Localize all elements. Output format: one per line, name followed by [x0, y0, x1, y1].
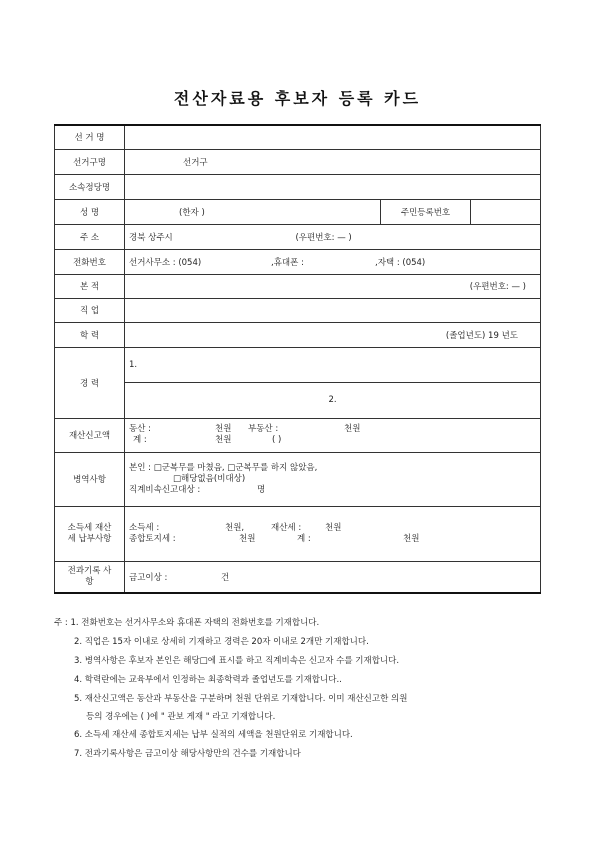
tax-land: 종합토지세 : — [129, 533, 176, 544]
phone-mobile: ,휴대폰 : — [271, 257, 304, 268]
assets-movable: 동산 : — [129, 424, 151, 434]
note-4: 4. 학력란에는 교육부에서 인정하는 최종학력과 졸업년도를 기재합니다.. — [74, 675, 342, 685]
phone-field[interactable] — [125, 249, 541, 274]
origin-field[interactable] — [125, 274, 541, 298]
tax-won-4: 천원 — [403, 533, 420, 544]
constituency-field[interactable] — [125, 149, 541, 174]
phone-label: 전화번호 — [55, 249, 125, 274]
origin-postal: (우편번호: — ) — [469, 282, 526, 292]
name-field[interactable] — [125, 199, 381, 224]
election-name-field[interactable] — [125, 125, 541, 149]
tax-property: 재산세 : — [271, 522, 302, 533]
military-line-2: □해당없음(비대상) — [173, 473, 246, 484]
name-hanja: (한자 ) — [179, 207, 205, 218]
note-1: 주 : 1. 전화번호는 선거사무소와 휴대폰 자택의 전화번호를 기재합니다. — [54, 618, 320, 628]
tax-won-3: 천원 — [239, 533, 256, 544]
phone-office: 선거사무소 : (054) — [129, 257, 202, 268]
resident-no-field[interactable] — [471, 199, 541, 224]
note-5-continued: 등의 경우에는 ( )에 " 관보 게재 " 라고 기재합니다. — [86, 712, 276, 722]
origin-label: 본 적 — [55, 274, 125, 298]
assets-label: 재산신고액 — [55, 418, 125, 452]
assets-paren: ( ) — [272, 435, 282, 445]
constituency-value: 선거구 — [183, 157, 208, 168]
career-1: 1. — [129, 359, 138, 370]
assets-realestate: 부동산 : — [248, 424, 279, 434]
job-label: 직 업 — [55, 298, 125, 322]
education-grad-year: (졸업년도) 19 년도 — [445, 330, 518, 341]
military-field[interactable] — [125, 452, 541, 506]
military-line-1: 본인 : □군복무를 마쳤음, □군복무를 하지 않았음, — [129, 462, 318, 473]
career-field-2[interactable] — [125, 382, 541, 418]
constituency-label: 선거구명 — [55, 149, 125, 174]
record-field[interactable] — [125, 561, 541, 593]
tax-total: 계 : — [297, 533, 311, 544]
registration-form-table — [54, 124, 541, 594]
military-unit: 명 — [257, 484, 266, 495]
career-label: 경 력 — [55, 347, 125, 418]
tax-income: 소득세 : — [129, 522, 160, 533]
assets-total: 계 : — [133, 435, 147, 445]
assets-field[interactable] — [125, 418, 541, 452]
note-7: 7. 전과기록사항은 금고이상 해당사항만의 건수를 기재합니다 — [74, 749, 301, 759]
page-title: 전산자료용 후보자 등록 카드 — [173, 89, 422, 108]
party-label: 소속정당명 — [55, 174, 125, 199]
record-value: 금고이상 : — [129, 572, 168, 583]
address-field[interactable] — [125, 224, 541, 249]
education-label: 학 력 — [55, 322, 125, 347]
tax-field[interactable] — [125, 506, 541, 561]
job-field[interactable] — [125, 298, 541, 322]
address-label: 주 소 — [55, 224, 125, 249]
tax-won-1: 천원, — [225, 522, 245, 533]
note-5: 5. 재산신고액은 동산과 부동산을 구분하며 천원 단위로 기재합니다. 이미 재산신고한 의원 — [74, 694, 408, 704]
party-field[interactable] — [125, 174, 541, 199]
record-unit: 건 — [221, 572, 230, 583]
note-2: 2. 직업은 15자 이내로 상세히 기재하고 경력은 20자 이내로 2개만 기재합니다. — [74, 637, 369, 647]
tax-label: 소득세 재산세 납부사항 — [55, 506, 125, 561]
assets-won-2: 천원 — [344, 424, 361, 434]
assets-won-1: 천원 — [215, 424, 232, 434]
career-2: 2. — [328, 395, 337, 405]
record-label: 전과기록 사 항 — [55, 561, 125, 593]
assets-won-3: 천원 — [215, 435, 232, 445]
education-field[interactable] — [125, 322, 541, 347]
military-label: 병역사항 — [55, 452, 125, 506]
military-line-3: 직계비속신고대상 : — [129, 484, 201, 495]
career-field-1[interactable] — [125, 347, 541, 382]
phone-home: ,자택 : (054) — [375, 257, 426, 268]
address-value: 경북 상주시 — [129, 232, 173, 243]
tax-won-2: 천원 — [325, 522, 342, 533]
resident-no-label: 주민등록번호 — [381, 199, 471, 224]
note-3: 3. 병역사항은 후보자 본인은 해당□에 표시를 하고 직계비속은 신고자 수를 기재합니다. — [74, 656, 400, 666]
note-6: 6. 소득세 재산세 종합토지세는 납부 실적의 세액을 천원단위로 기재합니다. — [74, 730, 353, 740]
name-label: 성 명 — [55, 199, 125, 224]
address-postal: (우편번호: — ) — [295, 232, 352, 243]
election-name-label: 선 거 명 — [55, 125, 125, 149]
